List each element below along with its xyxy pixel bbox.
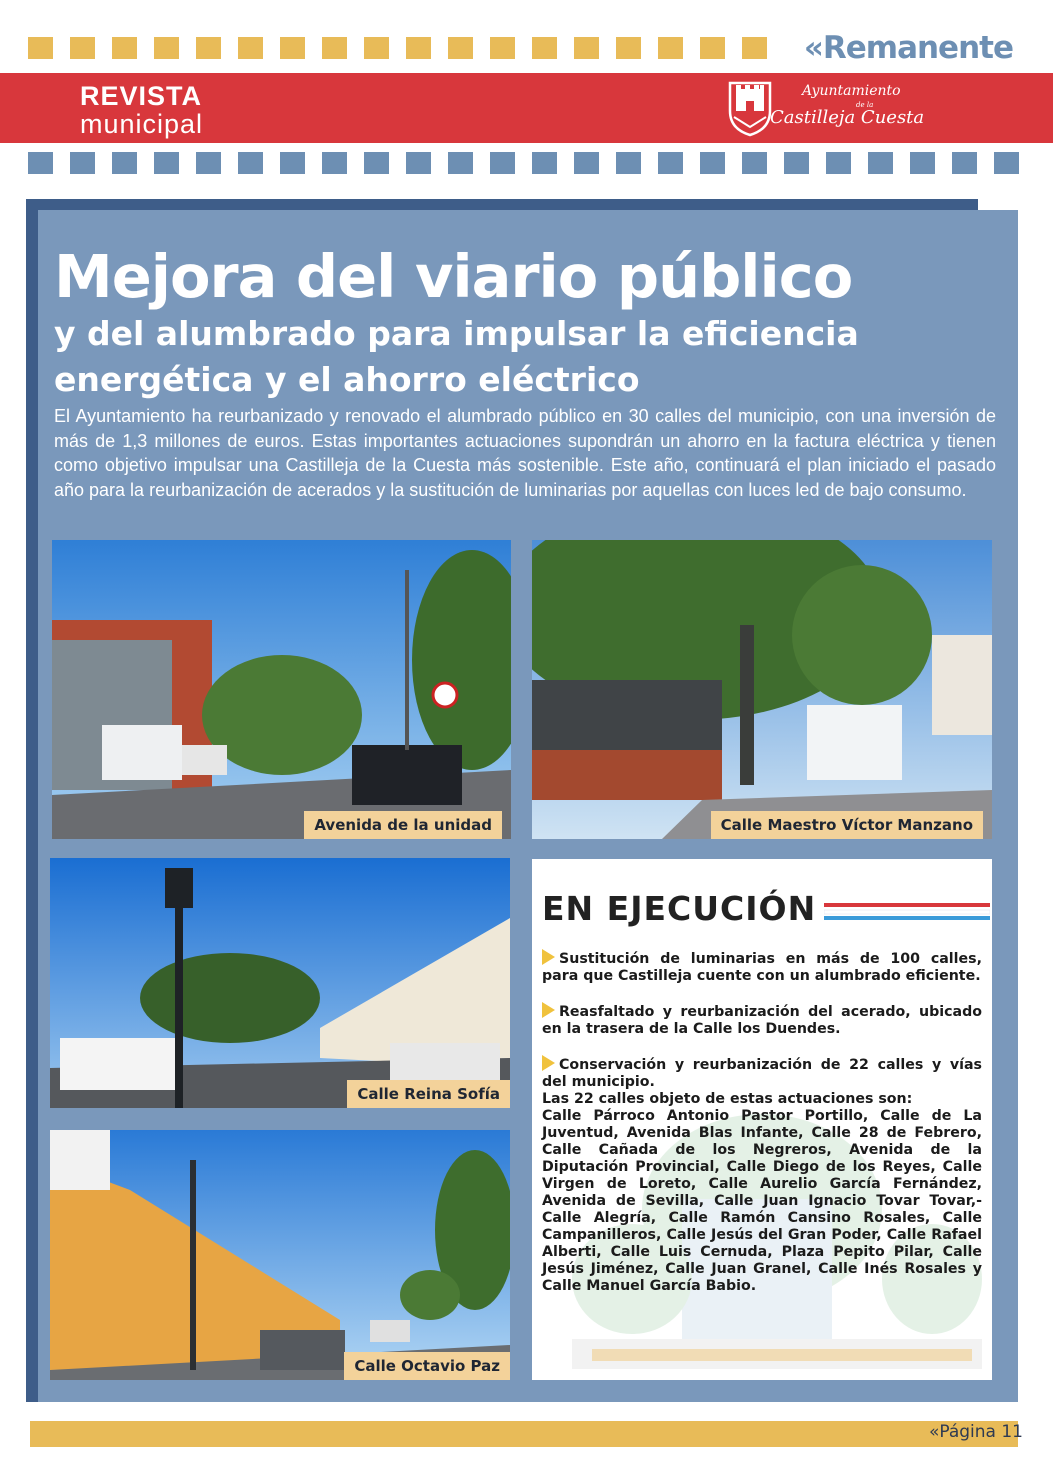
photo-caption: Avenida de la unidad [304,811,502,839]
magazine-subtitle: municipal [80,109,204,139]
bullet-arrow-icon [542,1055,555,1071]
ejecucion-item: Conservación y reurbanización de 22 calles y vías del municipio. Las 22 calles objeto de estas actuaciones son: Calle Párroco Antonio Pastor Portillo, Calle de La Juventud, Avenida Blas Infante, Calle 28 de Febrero, Calle Cañada de los Negreros, Avenida de la Diputación Provincial, Calle Diego de los Reyes, Calle Virgen de Loreto, Calle Aurelio García Fernández, Avenida de Sevilla, Calle Juan Ignacio Tovar Tovar,- Calle Alegría, Calle Ramón Cansino Rosales, Calle Campanilleros, Calle Jesús del Gran Poder, Calle Rafael Alberti, Calle Luis Cernuda, Plaza Pepito Pilar, Calle Jesús Jiménez, Calle Juan Granel, Calle Inés Rosales y Calle Manuel García Babio. [542,1057,982,1294]
section-tag: «Remanente [803,30,1013,66]
top-square-strip [28,37,767,59]
ejecucion-title: EN EJECUCIÓN [542,889,817,928]
photo-caption: Calle Octavio Paz [344,1352,510,1380]
bullet-arrow-icon [542,1002,555,1018]
subtitle-line1: y del alumbrado para impulsar la eficiencia [54,314,859,353]
town-hall-logo [726,77,976,139]
ejecucion-item: Sustitución de luminarias en más de 100 calles, para que Castilleja cuente con un alumbrado eficiente. [542,951,982,984]
article-title: Mejora del viario público [54,242,853,311]
en-ejecucion-box [532,859,992,1380]
tricolor-stripes [824,903,990,921]
panel-shadow-left [26,199,38,1402]
footer-bar [30,1421,1018,1447]
subtitle-line2: energética y el ahorro eléctrico [54,360,640,399]
header-banner [0,73,1053,143]
photo-reina-sofia [50,858,510,1108]
article-lead: El Ayuntamiento ha reurbanizado y renovado el alumbrado público en 30 calles del municipio, con una inversión de más de 1,3 millones de euros. Estas importantes actuaciones supondrán un ahorro en la factura eléctrica y tienen como objetivo impulsar una Castilleja de la Cuesta más sostenible. Este año, continuará el plan iniciado el pasado año para la reurbanización de acerados y la sustitución de luminarias por aquellas con luces led de bajo consumo. [54,406,996,500]
photo-caption: Calle Reina Sofía [347,1080,510,1108]
ejecucion-item: Reasfaltado y reurbanización del acerado, ubicado en la trasera de la Calle los Duendes. [542,1004,982,1037]
logo-line2: de la [856,101,874,109]
photo-maestro-victor-manzano [532,540,992,839]
photo-caption: Calle Maestro Víctor Manzano [711,811,983,839]
streets-list: Calle Párroco Antonio Pastor Portillo, Calle de La Juventud, Avenida Blas Infante, Calle 28 de Febrero, Calle Cañada de los Negreros, Avenida de la Diputación Provincial, Calle Diego de los Reyes, Calle Virgen de Loreto, Calle Aurelio García Fernández, Avenida de Sevilla, Calle Juan Ignacio Tovar Tovar,- Calle Alegría, Calle Ramón Cansino Rosales, Calle Campanilleros, Calle Jesús del Gran Poder, Calle Rafael Alberti, Calle Luis Cernuda, Plaza Pepito Pilar, Calle Jesús Jiménez, Calle Juan Granel, Calle Inés Rosales y Calle Manuel García Babio. [542,1108,982,1294]
page-number: «Página 11 [928,1422,1023,1442]
logo-line1: Ayuntamiento [802,83,901,99]
bullet-arrow-icon [542,949,555,965]
ejecucion-body [542,949,982,1295]
blue-square-strip [28,152,1019,174]
photo-octavio-paz [50,1130,510,1380]
photo-avenida-unidad [52,540,511,839]
article-subtitle [54,311,859,403]
streets-intro: Las 22 calles objeto de estas actuaciones son: [542,1091,913,1107]
shield-icon [726,77,774,137]
magazine-title: REVISTA [80,81,203,111]
logo-line3: Castilleja Cuesta [770,107,925,128]
